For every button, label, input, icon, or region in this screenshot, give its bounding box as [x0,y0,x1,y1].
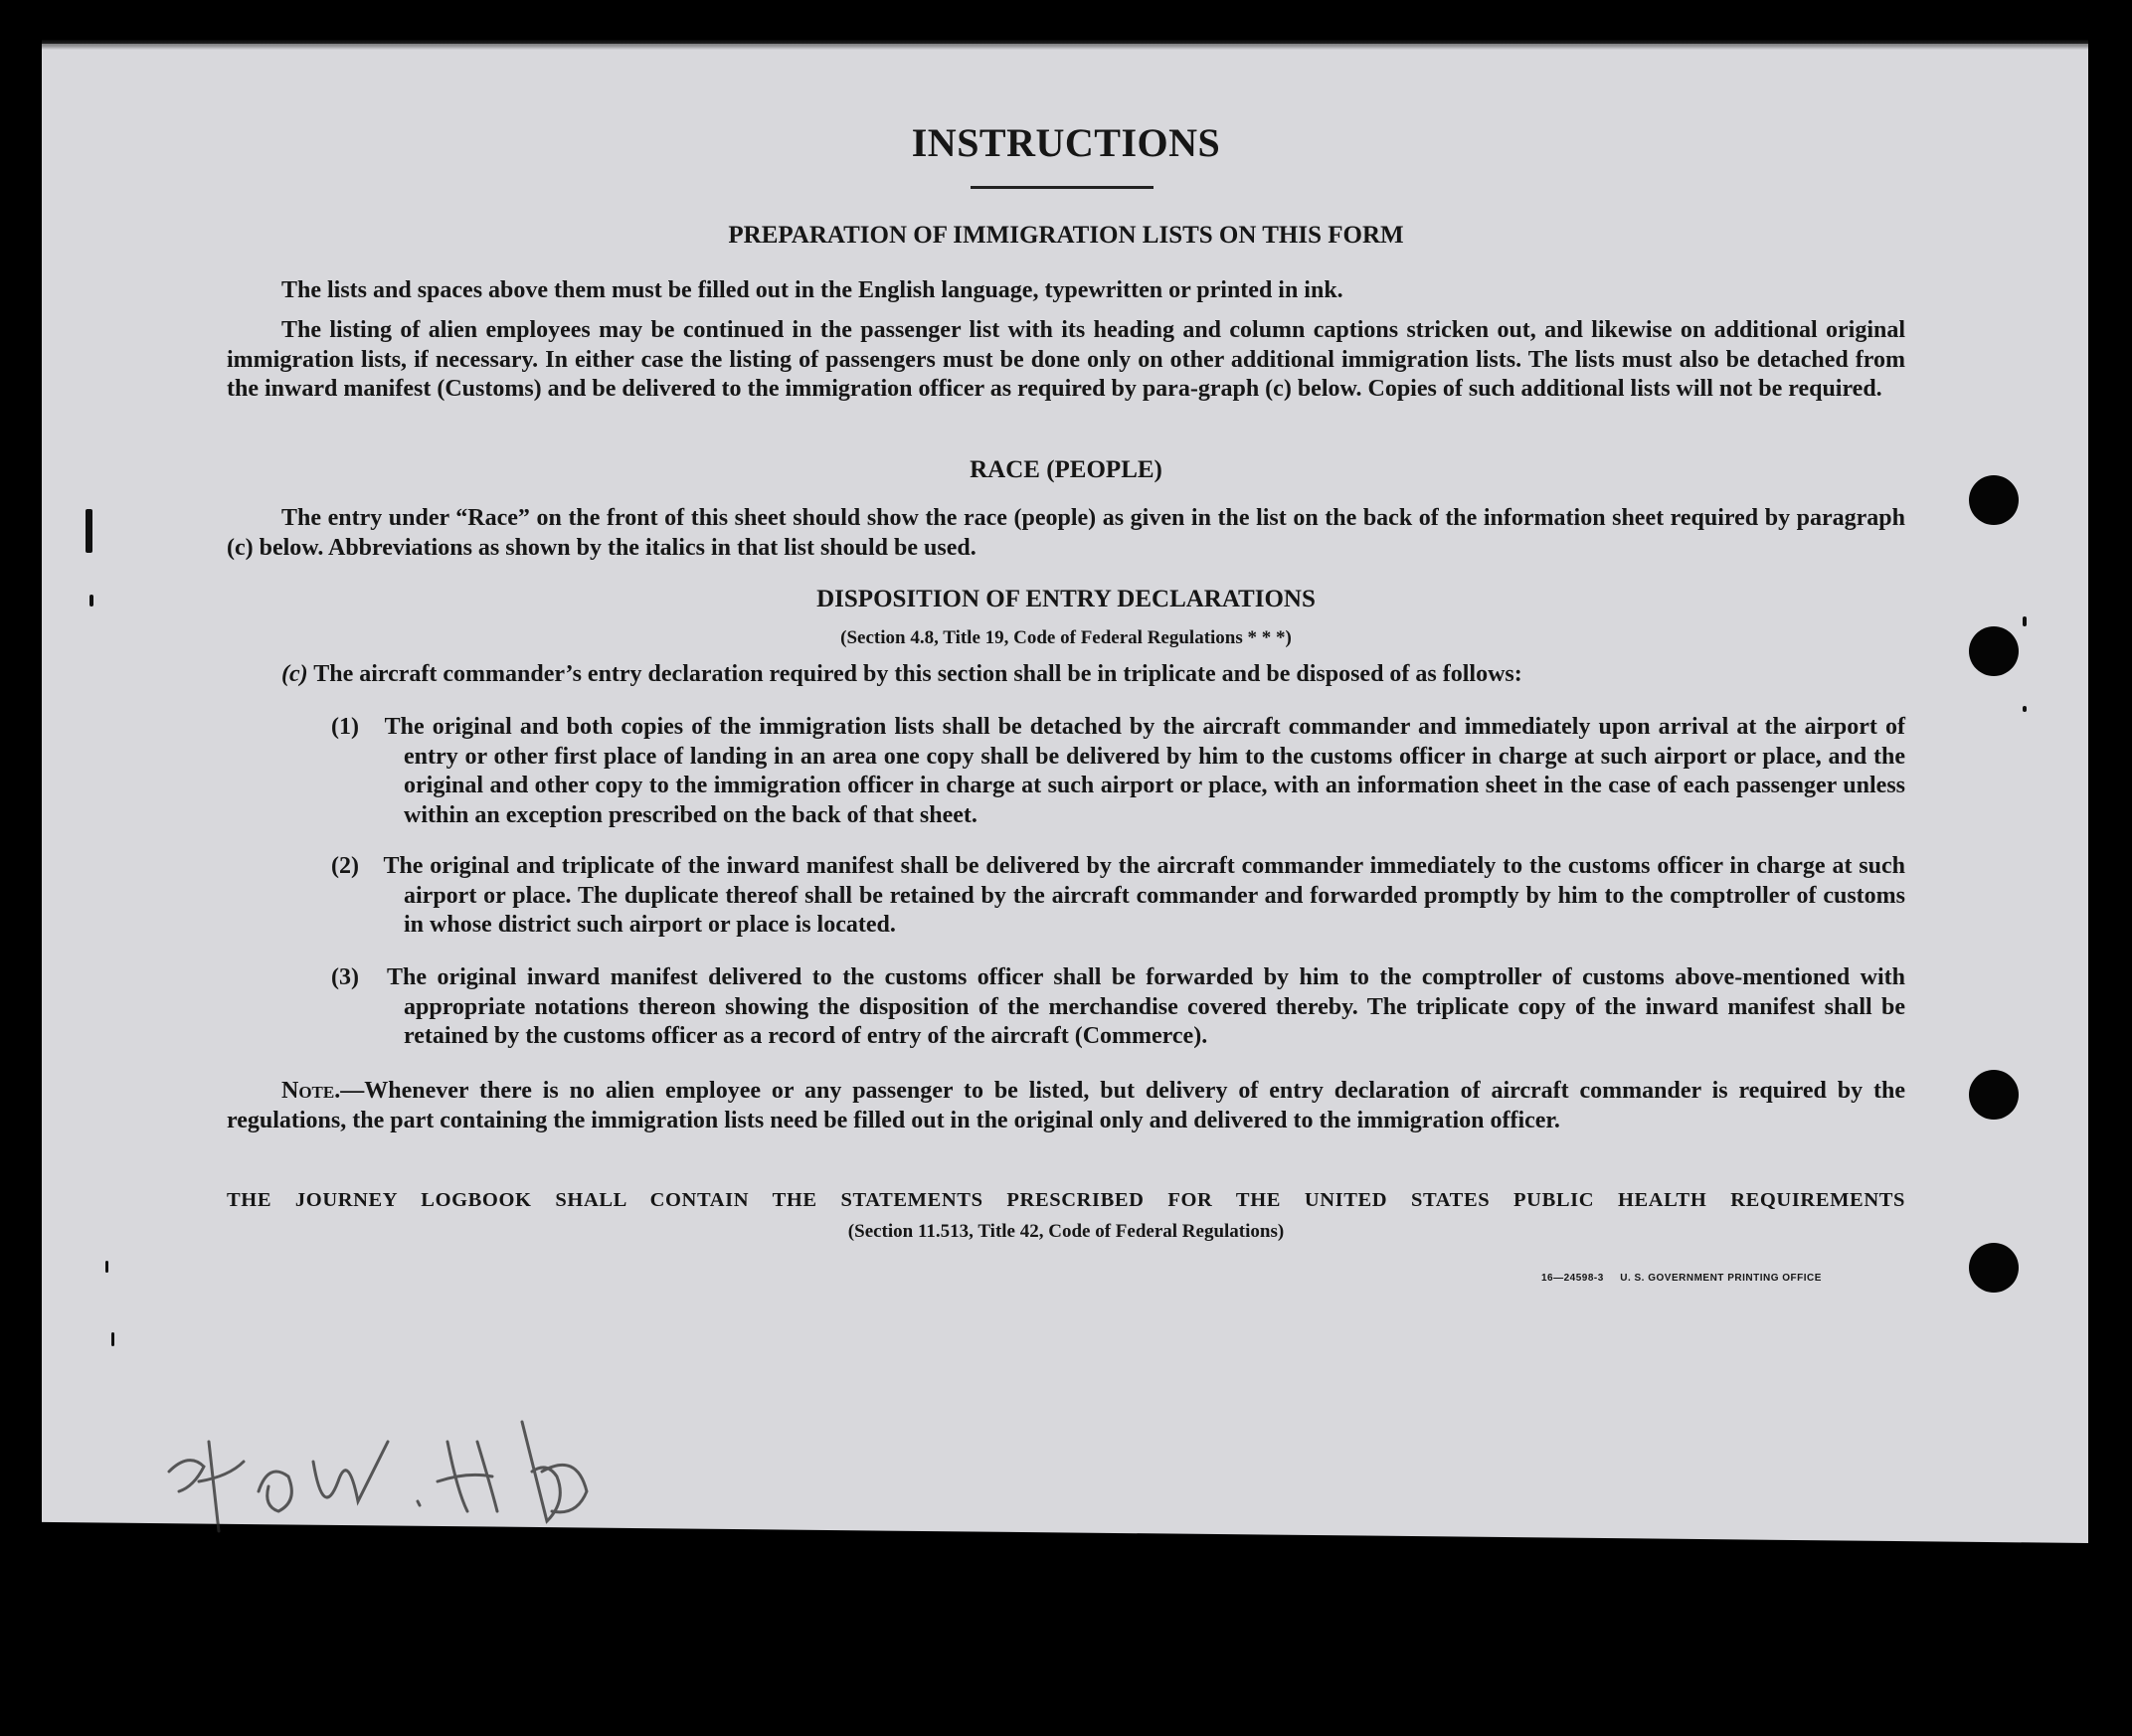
item-text: The original inward manifest delivered to the customs officer shall be forwarded by him to the comptroller of customs above-mentioned with appropriate notations thereon showing the disposition of the merchandise covered thereby. The triplicate copy of the inward manifest shall be retained by the customs officer as a record of entry of the aircraft (Commerce). [387,964,1905,1049]
disposition-item-3 [331,963,1905,1052]
note-text: —Whenever there is no alien employee or any passenger to be listed, but delivery of entry declaration of aircraft commander is required by the regulations, the part containing the immigration lists need be filled out in the original only and delivered to the immigration officer. [227,1078,1905,1133]
preparation-paragraph-1: The lists and spaces above them must be filled out in the English language, typewritten or printed in ink. [281,277,1343,303]
note-paragraph [227,1077,1905,1135]
preparation-heading: PREPARATION OF IMMIGRATION LISTS ON THIS FORM [728,222,1404,249]
disposition-intro [281,660,1922,690]
disposition-item-2 [331,852,1905,941]
preparation-paragraph-2: The listing of alien employees may be continued in the passenger list with its heading and column captions stricken out, and likewise on additional original immigration lists, if necessary. In either case the listing of passengers must be done only on other additional immigration lists. The lists must also be detached from the inward manifest (Customs) and be delivered to the immigration officer as required by para-graph (c) below. Copies of such additional lists will not be required. [227,317,1905,402]
page-title: INSTRUCTIONS [911,120,1221,165]
disposition-intro-label: (c) [281,661,308,687]
item-number: (1) [331,714,359,740]
item-text: The original and triplicate of the inward manifest shall be delivered by the aircraft commander immediately to the customs officer in charge at such airport or place. The duplicate thereof shall be retained by the aircraft commander and forwarded promptly by him to the comptroller of customs in whose district such airport or place is located. [383,853,1905,938]
handwritten-signature [149,1382,646,1551]
item-number: (3) [331,964,359,990]
race-heading: RACE (PEOPLE) [970,456,1162,483]
printer-imprint [1541,1273,1822,1284]
public-health-statement: THE JOURNEY LOGBOOK SHALL CONTAIN THE STATEMENTS PRESCRIBED FOR THE UNITED STATES PUBLIC HEALTH REQUIREMENTS [227,1189,1905,1211]
printer-code: 16—24598-3 [1541,1273,1604,1284]
title-underline [971,186,1154,189]
disposition-intro-text: The aircraft commander’s entry declaration required by this section shall be in triplicate and be disposed of as follows: [313,661,1522,687]
disposition-heading: DISPOSITION OF ENTRY DECLARATIONS [816,586,1316,612]
item-number: (2) [331,853,359,879]
item-text: The original and both copies of the immigration lists shall be detached by the aircraft commander and immediately upon arrival at the airport of entry or other first place of landing in an area one copy shall be delivered by him to the customs officer in charge at such airport or place, and the original and other copy to the immigration officer in charge at such airport or place, with an information sheet in the case of each passenger unless within an exception prescribed on the back of that sheet. [384,714,1905,828]
race-paragraph: The entry under “Race” on the front of this sheet should show the race (people) as given in the list on the back of the information sheet required by paragraph (c) below. Abbreviations as shown by the italics in that list should be used. [227,505,1905,561]
disposition-item-1 [331,713,1905,830]
printer-name: U. S. GOVERNMENT PRINTING OFFICE [1620,1273,1822,1284]
note-lead: Note. [281,1078,341,1104]
disposition-reference: (Section 4.8, Title 19, Code of Federal Regulations * * *) [840,627,1292,648]
public-health-reference: (Section 11.513, Title 42, Code of Federal Regulations) [847,1221,1285,1242]
